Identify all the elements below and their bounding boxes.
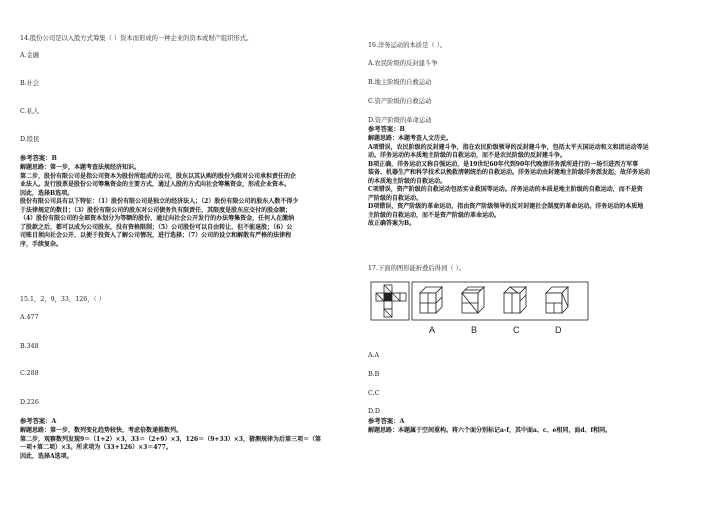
q14-exp-line: 于法律规定的数目；（3）股份有限公司的股东对公司债务负有限责任，其限度是股东应交付的股金额； xyxy=(20,206,292,214)
q17-ref-answer: 参考答案：A xyxy=(368,418,405,425)
q16-exp-line: 解题思路：本题考查人文历史。 xyxy=(368,135,453,142)
q16-option-b: B.地主阶级的自救运动 xyxy=(368,79,432,86)
q14-option-c: C.私人 xyxy=(20,108,40,115)
q14-ref-answer: 参考答案：B xyxy=(20,155,57,162)
q16-exp-line: 产阶级的自救运动。 xyxy=(368,194,423,202)
cube-d-icon xyxy=(546,287,568,313)
q16-ref-answer: 参考答案：B xyxy=(368,126,405,133)
q14-option-a: A.金融 xyxy=(20,52,40,59)
q15-exp-line: 解题思路：第一步，数列变化趋势较快，考虑倍数递推数列。 xyxy=(20,427,183,434)
q14-exp-line: 业法人。发行股票是股份公司筹集资金的主要方式，通过入股的方式向社会筹集资金，形成企业资本。 xyxy=(20,181,291,188)
q15-stem: 15.1，2，9，33，126，（ ） xyxy=(20,296,105,303)
q16-option-d: D.资产阶级的革命运动 xyxy=(368,117,432,124)
q17-label-d: D xyxy=(555,325,562,335)
q16-exp-line: 动。洋务运动的本质地主阶级的自救运动，而不是农民阶级的反封建斗争。 xyxy=(368,152,567,159)
q17-label-b: B xyxy=(471,325,478,335)
q15-option-c: C.288 xyxy=(20,370,39,377)
q16-exp-line: B项正确，洋务运动又称自强运动，是19世纪60年代到90年代晚清洋务派所进行的一场引进西方军事 xyxy=(368,160,639,168)
q14-option-b: B.社会 xyxy=(20,80,40,87)
q16-exp-line: 的本质地主阶级的自救运动。 xyxy=(368,177,447,185)
q14-exp-line: 股份有限公司具有以下特征：（1）股份有限公司是独立的经济法人；（2）股份有限公司的股东人数不得少 xyxy=(20,198,299,205)
q15-exp-line: 第二步，观察数列发现9＝（1+2）×3，33＝（2+9）×3，126＝（9+33）×3，猜测规律为后第三项＝（第 xyxy=(20,435,321,443)
q14-exp-line: 因此，选择B选项。 xyxy=(20,189,74,197)
q16-explanation xyxy=(368,135,703,229)
q14-stem: 14.股份公司是以入股方式筹集（ ）资本而形成的一种企业的资本或财产组织形式。 xyxy=(20,35,253,42)
q15-option-a: A.477 xyxy=(20,314,39,321)
q15-exp-line: 因此，选择A选项。 xyxy=(20,452,73,460)
q17-option-d: D.D xyxy=(368,408,380,415)
q16-exp-line: 故正确答案为B。 xyxy=(368,220,416,227)
cube-c-icon xyxy=(504,287,526,313)
q14-explanation xyxy=(20,164,356,249)
q17-option-b: B.B xyxy=(368,371,380,378)
q17-exp-line: 解题思路：本题属于空间重构。将六个面分别标记a-f，其中面a、c、e相同，面d、f相同。 xyxy=(368,427,612,434)
q16-exp-line: A项错误，农民阶级的反封建斗争，指在农民阶级领导的反封建斗争，包括太平天国运动和义和团运动等运 xyxy=(368,143,649,151)
q14-option-d: D.股民 xyxy=(20,136,40,143)
q14-exp-line: 解题思路：第一步，本题考查法规经济知识。 xyxy=(20,164,141,171)
q17-stem: 17.下面的图形能折叠后得到（ ）。 xyxy=(368,265,466,272)
cube-net-icon xyxy=(376,285,406,317)
cube-a-icon xyxy=(420,287,442,313)
q14-exp-line: 序，手续复杂。 xyxy=(20,240,63,248)
q15-option-b: B.348 xyxy=(20,343,39,350)
q15-ref-answer: 参考答案：A xyxy=(20,418,57,425)
q16-exp-line: 主阶级的自救运动，而不是资产阶级的革命运动。 xyxy=(368,211,501,219)
q17-option-c: C.C xyxy=(368,390,380,397)
q16-stem: 16.洋务运动的本质是（ ）。 xyxy=(368,42,447,49)
q17-explanation xyxy=(368,427,703,436)
q17-label-a: A xyxy=(429,325,436,335)
q15-exp-line: 一项+第二项）×3。所求项为（33+126）×3＝477。 xyxy=(20,444,172,451)
q17-option-a: A.A xyxy=(368,352,380,359)
q14-exp-line: （4）股份有限公司的全部资本划分为等额的股份，通过向社会公开发行的办法筹集资金，任何人在缴纳 xyxy=(20,215,295,222)
q15-explanation xyxy=(20,427,356,461)
q14-exp-line: 第二步，股份有限公司是指公司资本为股份所组成的公司，股东以其认购的股份为限对公司承担责任的企 xyxy=(20,172,297,180)
q16-exp-line: 装备、机器生产和科学技术以挽救清朝统治的自救运动。洋务运动由封建地主阶级洋务派发起，故洋务运动 xyxy=(368,169,651,176)
q15-option-d: D.226 xyxy=(20,399,39,406)
q14-exp-line: 了股款之后，都可以成为公司股东，没有资格限制；（5）公司股份可以自由转让，但不能退股；（6）公 xyxy=(20,223,293,231)
cube-b-icon xyxy=(462,287,484,313)
q16-option-c: C.资产阶级的自救运动 xyxy=(368,98,432,105)
q17-label-c: C xyxy=(513,325,520,335)
q16-exp-line: D项错误，资产阶级的革命运动，指由资产阶级领导的反对封建社会制度的革命运动。洋务运动的本质地 xyxy=(368,203,644,210)
q16-exp-line: C项错误，资产阶级的自救运动包括实业救国等运动。洋务运动的本质是地主阶级的自救运动，而不是资 xyxy=(368,186,643,193)
q14-exp-line: 司账目须向社会公开，以便于投资人了解公司情况，进行选择；（7）公司的设立和解散有严格的法律程 xyxy=(20,232,292,239)
q16-option-a: A.农民阶级的反封建斗争 xyxy=(368,60,438,67)
